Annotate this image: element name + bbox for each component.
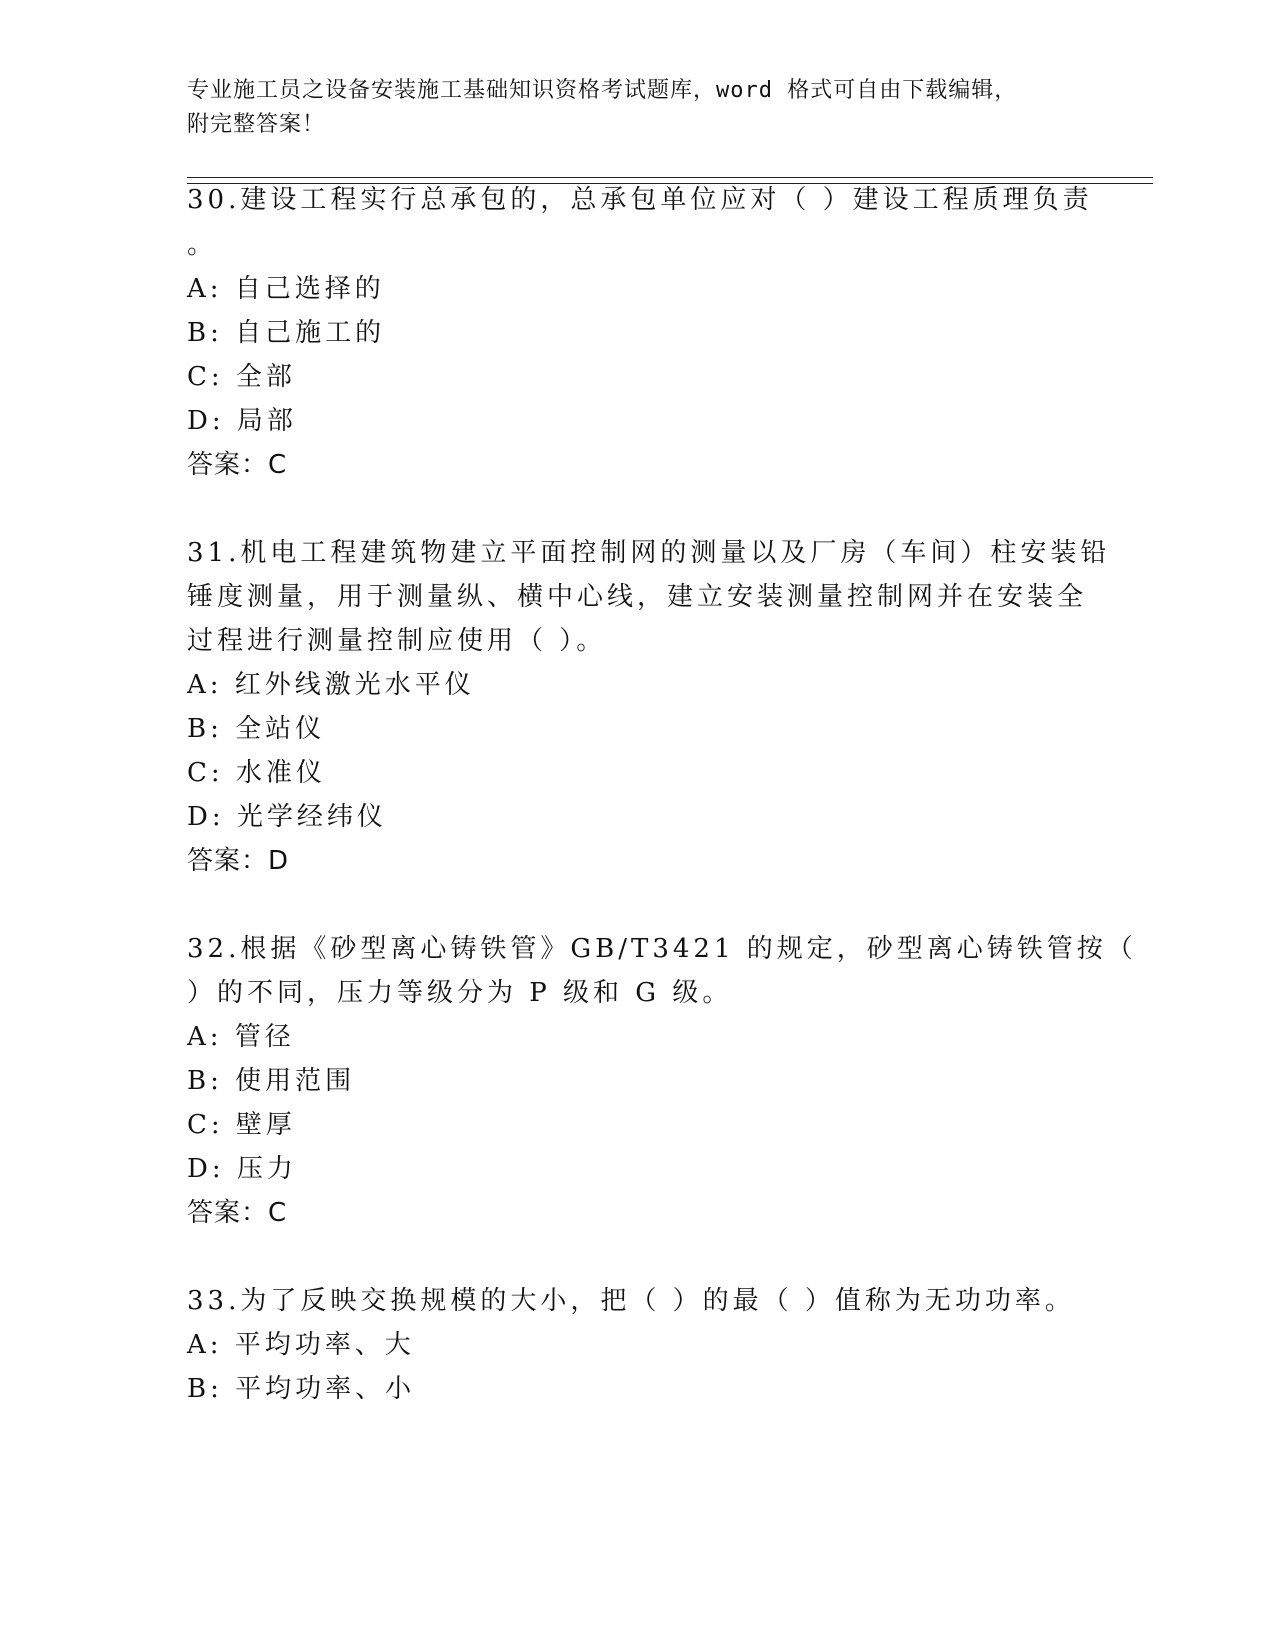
header-line-2: 附完整答案！ [187,112,326,137]
question-32-answer: 答案：C [187,1198,288,1228]
question-32-option-d: D: 压力 [187,1154,297,1184]
question-33-stem-line-1: 33.为了反映交换规模的大小，把（ ）的最（ ）值称为无功功率。 [187,1286,1075,1316]
question-32-option-b: B: 使用范围 [187,1066,356,1096]
question-30-option-a: A: 自己选择的 [187,274,385,304]
document-header [187,74,1067,142]
question-30-option-d: D: 局部 [187,406,297,436]
question-33-option-b: B: 平均功率、小 [187,1374,416,1404]
question-33-option-a: A: 平均功率、大 [187,1330,415,1360]
question-30-stem-line-2: 。 [187,230,218,260]
question-31-option-a: A: 红外线激光水平仪 [187,670,475,700]
header-line-1: 专业施工员之设备安装施工基础知识资格考试题库，word 格式可自由下载编辑， [187,78,1018,103]
question-31-option-c: C: 水准仪 [187,758,326,788]
question-31-option-b: B: 全站仪 [187,714,326,744]
question-30-option-b: B: 自己施工的 [187,318,386,348]
question-31-answer: 答案：D [187,846,290,876]
question-32-option-a: A: 管径 [187,1022,295,1052]
question-30-answer: 答案：C [187,450,288,480]
question-32-option-c: C: 壁厚 [187,1110,296,1140]
question-30-option-c: C: 全部 [187,362,296,392]
question-31-stem-line-3: 过程进行测量控制应使用（ ）。 [187,626,607,656]
question-32-stem-line-2: ）的不同，压力等级分为 P 级和 G 级。 [187,978,733,1008]
question-32-stem-line-1: 32.根据《砂型离心铸铁管》GB/T3421 的规定，砂型离心铸铁管按（ [187,934,1137,964]
question-31-stem-line-1: 31.机电工程建筑物建立平面控制网的测量以及厂房（车间）柱安装铅 [187,538,1111,568]
question-30-stem-line-1: 30.建设工程实行总承包的，总承包单位应对（ ）建设工程质理负责 [187,185,1093,215]
header-divider-top [187,177,1153,178]
question-31-stem-line-2: 锤度测量，用于测量纵、横中心线，建立安装测量控制网并在安装全 [187,582,1088,612]
question-31-option-d: D: 光学经纬仪 [187,802,387,832]
